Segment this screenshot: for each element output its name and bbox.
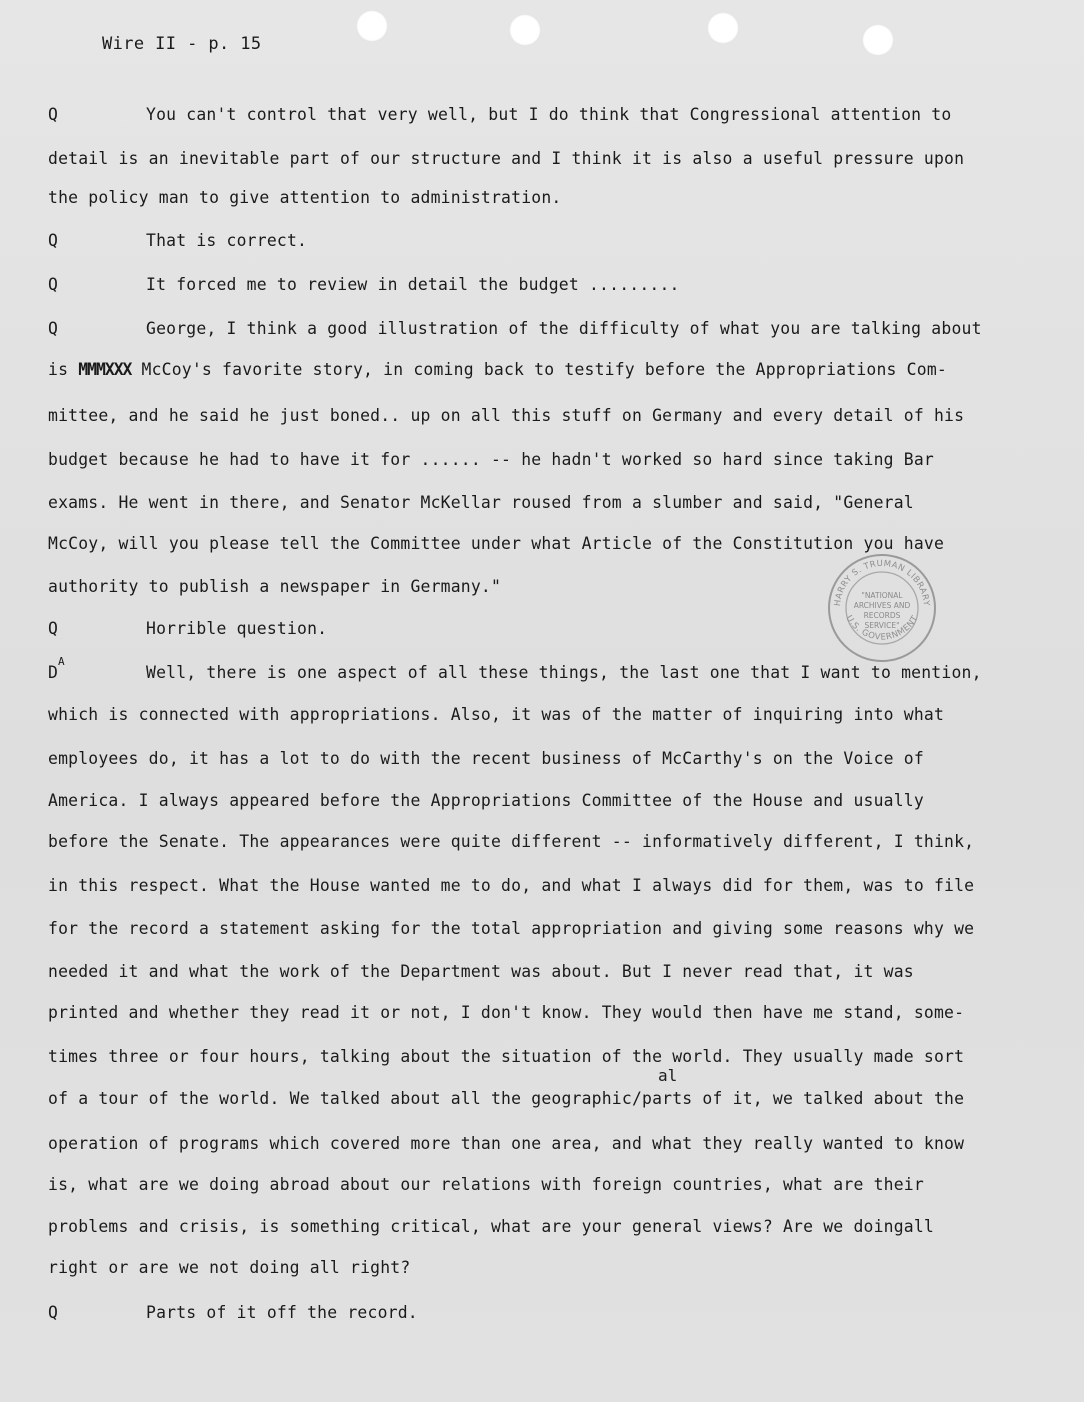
text-line: exams. He went in there, and Senator McKellar roused from a slumber and said, "General	[48, 493, 914, 512]
text-line: is, what are we doing abroad about our relations with foreign countries, what are their	[48, 1175, 924, 1194]
text-line: for the record a statement asking for the total appropriation and giving some reasons why we	[48, 919, 975, 938]
speaker-superscript: A	[58, 655, 65, 668]
text-line: printed and whether they read it or not, I don't know. They would then have me stand, some-	[48, 1003, 965, 1022]
text-line: needed it and what the work of the Department was about. But I never read that, it was	[48, 962, 914, 981]
text-fragment: is	[48, 360, 69, 379]
speaker-label: Q	[48, 319, 58, 338]
punch-hole	[509, 14, 541, 46]
text-line: before the Senate. The appearances were quite different -- informatively different, I think,	[48, 832, 975, 851]
seal-inner-text: SERVICE"	[864, 621, 900, 630]
seal-inner-text: "NATIONAL	[861, 591, 903, 600]
text-line: Parts of it off the record.	[146, 1303, 418, 1322]
text-line: George, I think a good illustration of the difficulty of what you are talking about	[146, 319, 982, 338]
struck-out-word: MMMXXX	[78, 360, 132, 379]
text-line: detail is an inevitable part of our structure and I think it is also a useful pressure upon	[48, 149, 965, 168]
text-line: problems and crisis, is something critical, what are your general views? Are we doingall	[48, 1217, 934, 1236]
punch-hole	[356, 10, 388, 42]
text-line: Well, there is one aspect of all these things, the last one that I want to mention,	[146, 663, 982, 682]
speaker-label: Q	[48, 105, 58, 124]
text-line: That is correct.	[146, 231, 308, 250]
text-line: which is connected with appropriations. Also, it was of the matter of inquiring into what	[48, 705, 945, 724]
page-label: Wire II - p. 15	[102, 34, 262, 54]
seal-outer-top-text: HARRY S. TRUMAN LIBRARY	[832, 558, 932, 607]
inserted-letters: al	[658, 1066, 678, 1085]
punch-hole	[707, 12, 739, 44]
text-line: times three or four hours, talking about the situation of the world. They usually made sort	[48, 1047, 965, 1066]
seal-outer-bottom-text: U.S. GOVERNMENT	[843, 613, 921, 643]
text-line: Horrible question.	[146, 619, 328, 638]
text-line: authority to publish a newspaper in Germany."	[48, 577, 502, 596]
text-line: You can't control that very well, but I do think that Congressional attention to	[146, 105, 952, 124]
text-line: America. I always appeared before the Appropriations Committee of the House and usually	[48, 791, 924, 810]
speaker-label: Q	[48, 275, 58, 294]
punch-hole	[862, 24, 894, 56]
archive-seal-stamp	[826, 552, 938, 664]
text-fragment: McCoy's favorite story, in coming back to testify before the Appropriations Com-	[141, 360, 947, 379]
text-line: employees do, it has a lot to do with the recent business of McCarthy's on the Voice of	[48, 749, 924, 768]
text-line: budget because he had to have it for ...... -- he hadn't worked so hard since taking Bar	[48, 450, 934, 469]
text-line	[48, 357, 947, 383]
text-line: in this respect. What the House wanted me to do, and what I always did for them, was to file	[48, 876, 975, 895]
speaker-label: D	[48, 663, 58, 682]
text-line: operation of programs which covered more than one area, and what they really wanted to know	[48, 1134, 965, 1153]
text-line: mittee, and he said he just boned.. up on all this stuff on Germany and every detail of his	[48, 406, 965, 425]
text-line: the policy man to give attention to administration.	[48, 188, 562, 207]
seal-inner-text: ARCHIVES AND	[853, 601, 911, 610]
speaker-label: Q	[48, 619, 58, 638]
text-line: McCoy, will you please tell the Committee under what Article of the Constitution you have	[48, 534, 945, 553]
seal-inner-text: RECORDS	[863, 611, 901, 620]
speaker-label: Q	[48, 1303, 58, 1322]
text-line: of a tour of the world. We talked about all the geographic/parts of it, we talked about the	[48, 1089, 965, 1108]
speaker-label: Q	[48, 231, 58, 250]
text-line: right or are we not doing all right?	[48, 1258, 411, 1277]
text-line: It forced me to review in detail the budget .........	[146, 275, 680, 294]
